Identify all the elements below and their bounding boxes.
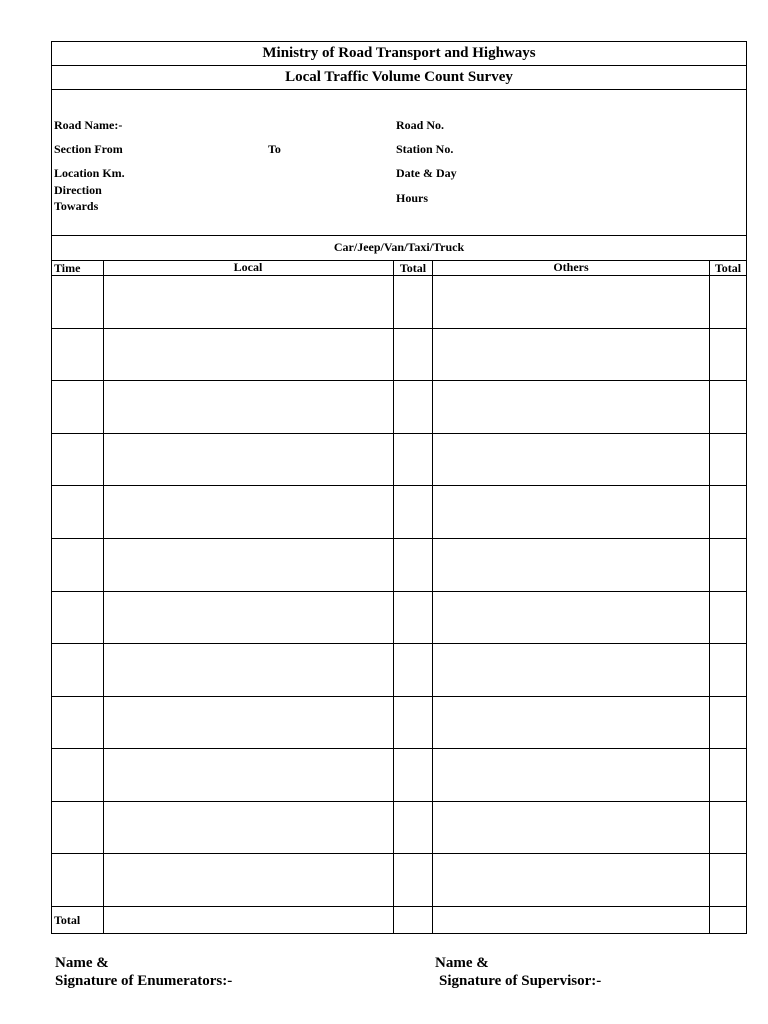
col-local: Local (233, 260, 263, 274)
column-divider (393, 260, 394, 933)
header-bottom-line (52, 275, 746, 276)
total-row-label: Total (54, 913, 81, 927)
section-from-label: Section From (54, 142, 123, 156)
supervisor-signature-label: Signature of Supervisor:- (439, 973, 602, 989)
table-row (52, 748, 746, 749)
col-others: Others (553, 260, 589, 274)
to-label: To (268, 142, 281, 156)
date-day-label: Date & Day (396, 166, 457, 180)
vehicle-category: Car/Jeep/Van/Taxi/Truck (333, 240, 465, 254)
enumerators-signature (55, 954, 232, 990)
table-row (52, 696, 746, 697)
table-row (52, 433, 746, 434)
table-row (52, 538, 746, 539)
column-divider (103, 260, 104, 933)
table-row (52, 853, 746, 854)
divider (52, 235, 746, 236)
enumerators-name-label: Name & (55, 955, 109, 971)
col-time: Time (54, 261, 81, 275)
col-others-total: Total (714, 261, 742, 275)
column-divider (432, 260, 433, 933)
table-row (52, 906, 746, 907)
table-row (52, 801, 746, 802)
table-row (52, 328, 746, 329)
enumerators-signature-label: Signature of Enumerators:- (55, 973, 233, 989)
table-row (52, 643, 746, 644)
road-no-label: Road No. (396, 118, 445, 132)
column-divider (709, 260, 710, 933)
table-row (52, 591, 746, 592)
survey-form (51, 41, 747, 934)
ministry-title: Ministry of Road Transport and Highways (262, 45, 536, 61)
station-no-label: Station No. (396, 142, 454, 156)
supervisor-signature (435, 954, 601, 990)
table-row (52, 380, 746, 381)
table-row (52, 485, 746, 486)
survey-title: Local Traffic Volume Count Survey (285, 69, 513, 85)
direction-label: Direction (54, 183, 102, 197)
road-name-label: Road Name:- (54, 118, 123, 132)
hours-label: Hours (396, 191, 429, 205)
towards-label: Towards (54, 199, 99, 213)
col-local-total: Total (399, 261, 427, 275)
divider (52, 89, 746, 90)
location-km-label: Location Km. (54, 166, 125, 180)
divider (52, 65, 746, 66)
supervisor-name-label: Name & (435, 955, 489, 971)
